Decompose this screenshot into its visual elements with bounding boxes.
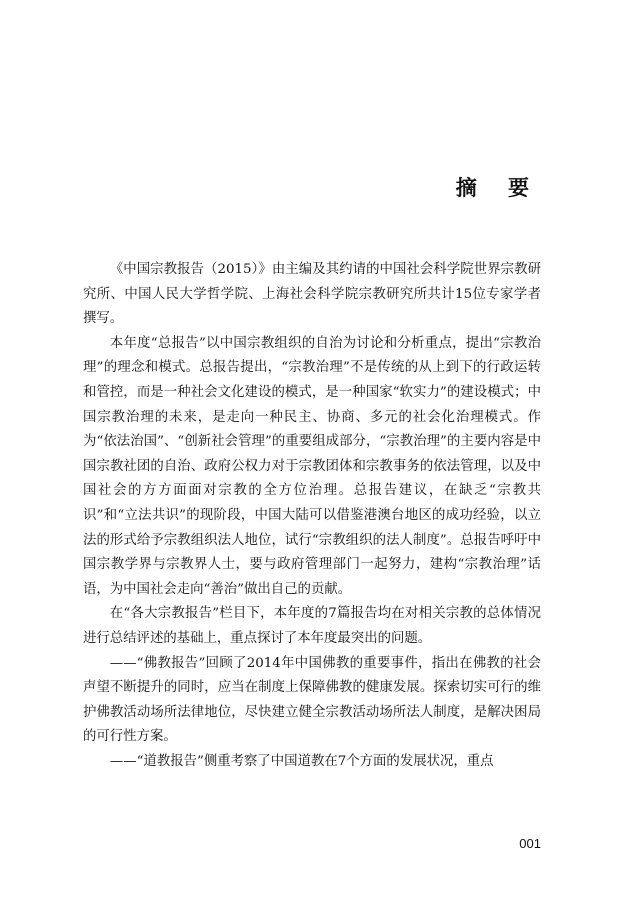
abstract-body bbox=[83, 258, 541, 774]
paragraph-intro: 《中国宗教报告（2015）》由主编及其约请的中国社会科学院世界宗教研究所、中国人民大学哲学院、上海社会科学院宗教研究所共计15位专家学者撰写。 bbox=[83, 262, 541, 327]
paragraph-taoism-report: ——“道教报告”侧重考察了中国道教在7个方面的发展状况，重点 bbox=[109, 753, 494, 769]
paragraph-religion-reports: 在“各大宗教报告”栏目下，本年度的7篇报告均在对相关宗教的总体情况进行总结评述的基础上，重点探讨了本年度最突出的问题。 bbox=[83, 606, 541, 646]
page-title: 摘 要 bbox=[455, 175, 541, 200]
paragraph-general-report: 本年度“总报告”以中国宗教组织的自治为讨论和分析重点，提出“宗教治理”的理念和模式。总报告提出，“宗教治理”不是传统的从上到下的行政运转和管控，而是一种社会文化建设的模式，是一种国家“软实力”的建设模式；中国宗教治理的未来，是走向一种民主、协商、多元的社会化治理模式。作为“依法治国”、“创新社会管理”的重要组成部分，“宗教治理”的主要内容是中国宗教社团的自治、政府公权力对于宗教团体和宗教事务的依法管理，以及中国社会的方方面面对宗教的全方位治理。总报告建议，在缺乏“宗教共识”和“立法共识”的现阶段，中国大陆可以借鉴港澳台地区的成功经验，以立法的形式给予宗教组织法人地位，试行“宗教组织的法人制度”。总报告呼吁中国宗教学界与宗教界人士，要与政府管理部门一起努力，建构“宗教治理”话语，为中国社会走向“善治”做出自己的贡献。 bbox=[83, 335, 541, 597]
paragraph-buddhism-report: ——“佛教报告”回顾了2014年中国佛教的重要事件，指出在佛教的社会声望不断提升的同时，应当在制度上保障佛教的健康发展。探索切实可行的维护佛教活动场所法律地位，尽快建立健全宗教活动场所法人制度，是解决困局的可行性方案。 bbox=[83, 655, 541, 745]
page-number: 001 bbox=[519, 836, 541, 851]
